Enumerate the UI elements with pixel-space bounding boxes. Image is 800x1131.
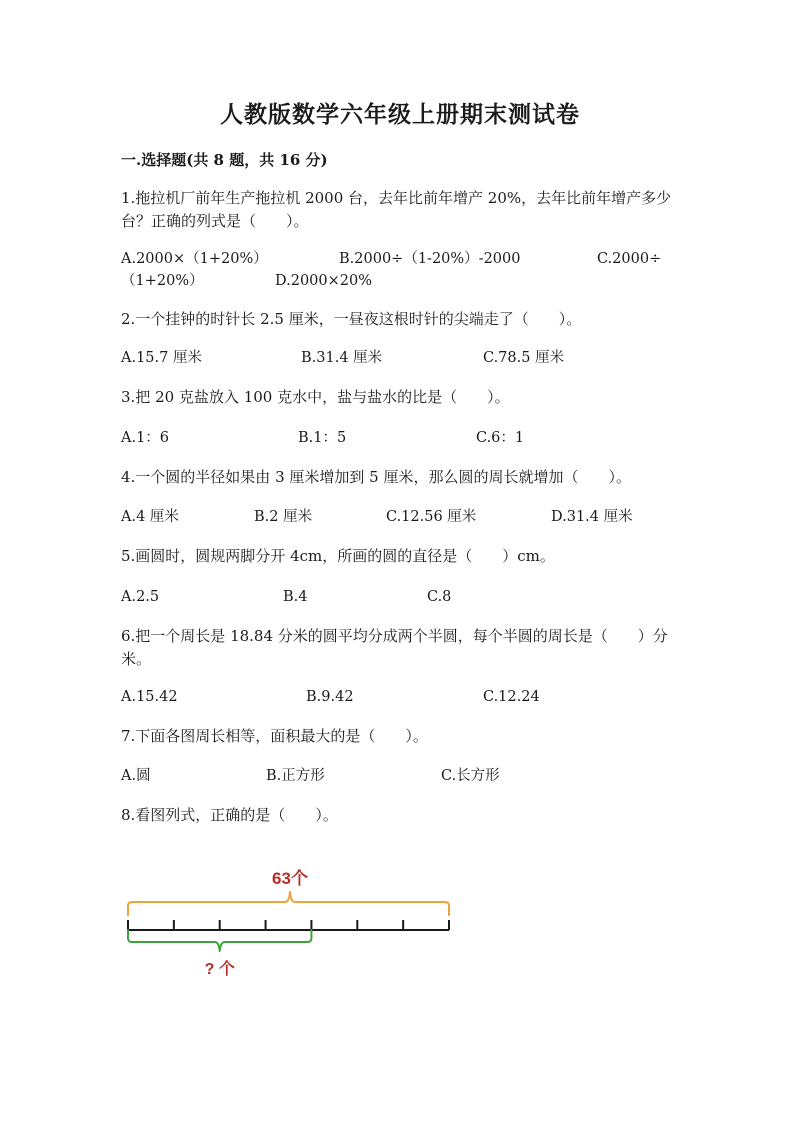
q3-option-b[interactable]: B.1：5 (298, 430, 347, 446)
q5-option-b[interactable]: B.4 (283, 589, 308, 605)
q7-option-b[interactable]: B.正方形 (266, 768, 325, 784)
question-3: 3.把 20 克盐放入 100 克水中，盐与盐水的比是（ ）。 (121, 388, 510, 406)
q1-option-d[interactable]: D.2000×20% (275, 273, 372, 289)
q7-option-a[interactable]: A.圆 (121, 768, 151, 784)
question-6: 6.把一个周长是 18.84 分米的圆平均分成两个半圆，每个半圆的周长是（ ）分米。 (121, 627, 668, 668)
question-8: 8.看图列式，正确的是（ ）。 (121, 806, 338, 824)
q2-option-b[interactable]: B.31.4 厘米 (301, 350, 383, 366)
q1-option-a[interactable]: A.2000×（1+20%） (121, 251, 268, 267)
q3-option-c[interactable]: C.6：1 (476, 430, 525, 446)
q5-option-c[interactable]: C.8 (427, 589, 452, 605)
q1-option-b[interactable]: B.2000÷（1-20%）-2000 (339, 251, 521, 267)
question-4: 4.一个圆的半径如果由 3 厘米增加到 5 厘米，那么圆的周长就增加（ ）。 (121, 468, 631, 486)
q2-option-c[interactable]: C.78.5 厘米 (483, 350, 565, 366)
total-label: 63个 (272, 869, 308, 888)
segment-ticks (128, 920, 449, 930)
q1-option-c[interactable]: C.2000÷ (597, 251, 662, 267)
page-title: 人教版数学六年级上册期末测试卷 (220, 101, 580, 128)
q7-option-c[interactable]: C.长方形 (441, 768, 500, 784)
q4-option-d[interactable]: D.31.4 厘米 (551, 509, 633, 525)
question-1: 1.拖拉机厂前年生产拖拉机 2000 台，去年比前年增产 20%，去年比前年增产多少台？正确的列式是（ ）。 (121, 189, 672, 230)
q3-option-a[interactable]: A.1：6 (121, 430, 170, 446)
question-7: 7.下面各图周长相等，面积最大的是（ ）。 (121, 727, 428, 745)
q6-option-b[interactable]: B.9.42 (306, 689, 354, 705)
q1-option-c-cont[interactable]: （1+20%） (121, 273, 204, 289)
question-5: 5.画圆时，圆规两脚分开 4cm，所画的圆的直径是（ ）cm。 (121, 547, 555, 565)
q2-option-a[interactable]: A.15.7 厘米 (121, 350, 202, 366)
q4-option-b[interactable]: B.2 厘米 (254, 509, 313, 525)
part-label: ? 个 (204, 961, 235, 978)
section-heading: 一.选择题(共 8 题，共 16 分) (121, 151, 328, 169)
q6-option-a[interactable]: A.15.42 (121, 689, 178, 705)
total-brace (128, 892, 449, 915)
part-brace (128, 930, 311, 951)
segment-diagram (118, 862, 463, 987)
q4-option-c[interactable]: C.12.56 厘米 (386, 509, 477, 525)
q4-option-a[interactable]: A.4 厘米 (121, 509, 179, 525)
q5-option-a[interactable]: A.2.5 (121, 589, 160, 605)
q6-option-c[interactable]: C.12.24 (483, 689, 540, 705)
question-2: 2.一个挂钟的时针长 2.5 厘米，一昼夜这根时针的尖端走了（ ）。 (121, 310, 582, 328)
